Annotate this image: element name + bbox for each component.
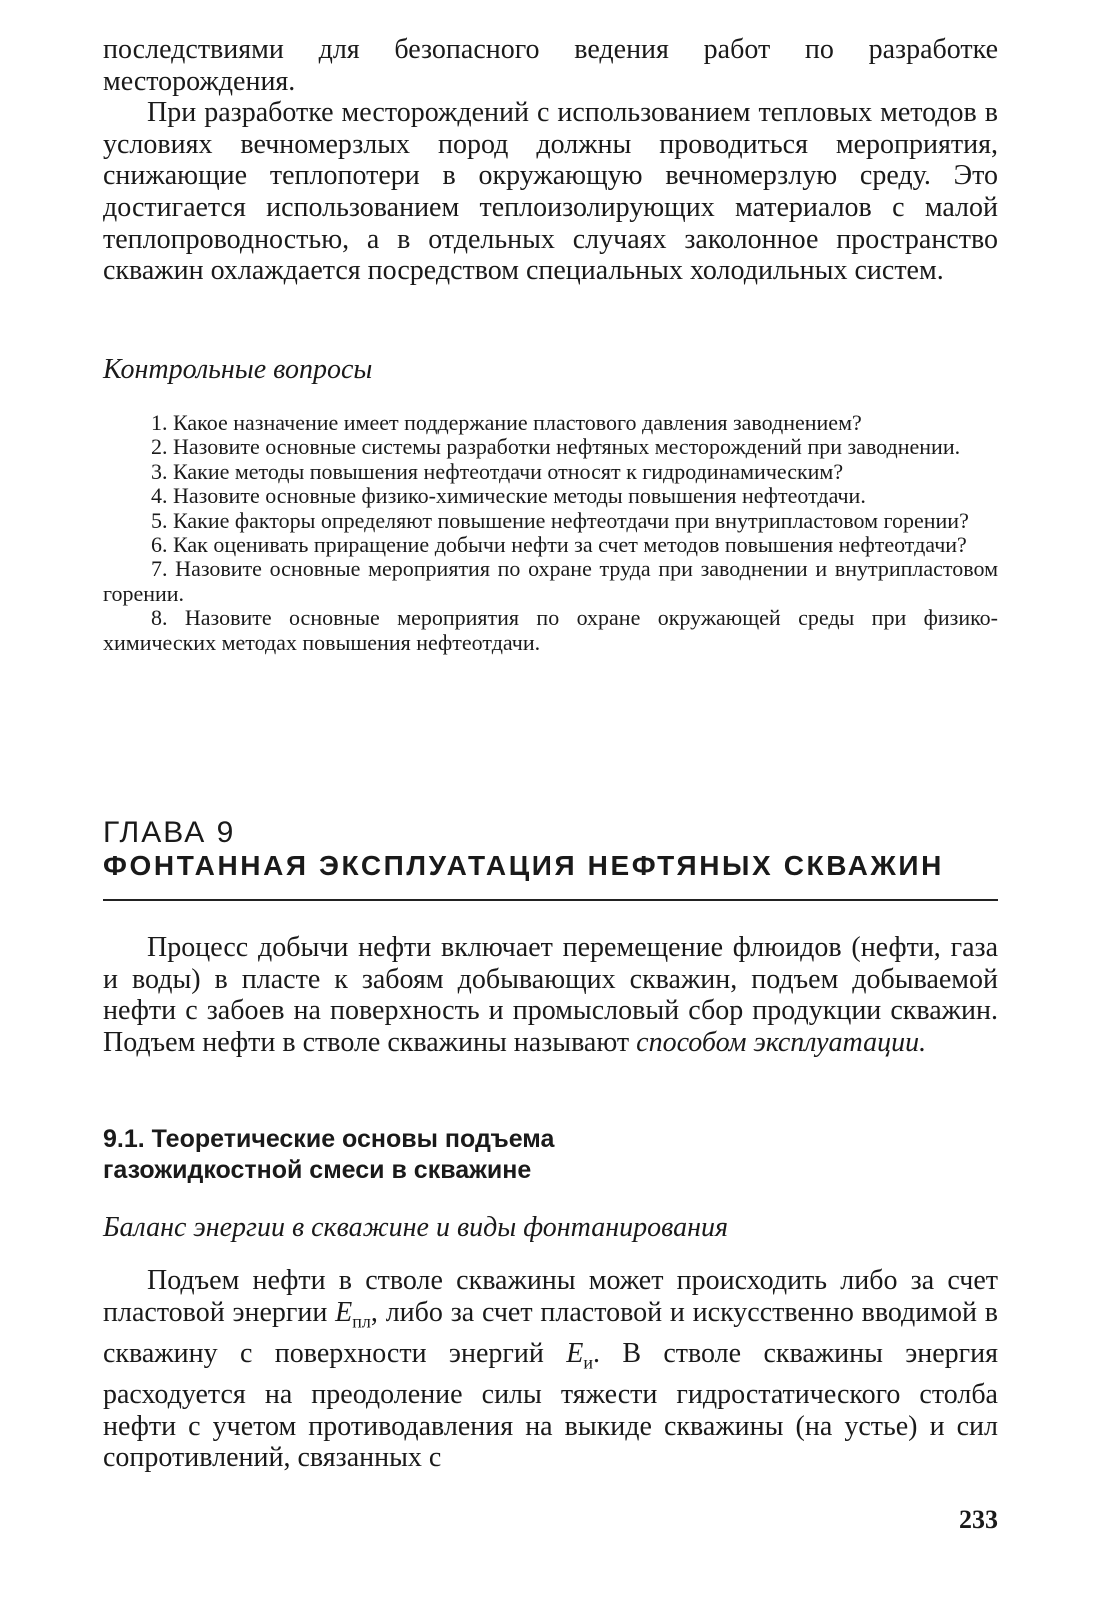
chapter-number: ГЛАВА 9 — [103, 816, 236, 849]
question-item: 5. Какие факторы определяют повышение нефтеотдачи при внутрипластовом горении? — [151, 507, 969, 533]
energy-text-3: . В стволе скважины энергия расходуется на преодоление силы тяжести гидростатического столба нефти с учетом противодавления на выкиде скважины (на устье) и сил сопротивлений, связанных с — [103, 1337, 999, 1474]
section-title — [103, 1124, 998, 1155]
symbol-e-pl — [335, 1296, 371, 1332]
question-item: 1. Какое назначение имеет поддержание пластового давления заводнением? — [151, 410, 862, 435]
section-heading — [103, 1124, 998, 1186]
subsection-title: Баланс энергии в скважине и виды фонтанирования — [103, 1212, 728, 1243]
paragraph-thermal-methods: При разработке месторождений с использованием тепловых методов в условиях вечномерзлых пород должны проводиться мероприятия, снижающие теплопотери в окружающую вечномерзлую среду. Это достигается использованием теплоизолирующих материалов с малой теплопроводностью, а в отдельных случаях заколонное пространство скважин охлаждается посредством специальных холодильных систем. — [103, 97, 998, 287]
energy-paragraph — [103, 1265, 998, 1474]
question-item: 3. Какие методы повышения нефтеотдачи относят к гидродинамическим? — [151, 458, 844, 484]
symbol-e: E — [335, 1296, 353, 1328]
control-questions-heading — [103, 354, 998, 386]
chapter-title: ФОНТАННАЯ ЭКСПЛУАТАЦИЯ НЕФТЯНЫХ СКВАЖИН — [103, 850, 944, 881]
control-questions-title: Контрольные вопросы — [103, 354, 373, 385]
question-list — [103, 411, 998, 655]
subsection-heading — [103, 1212, 998, 1244]
question-item: 4. Назовите основные физико-химические методы повышения нефтеотдачи. — [151, 483, 866, 509]
question-item: 7. Назовите основные мероприятия по охране труда при заводнении и внутрипластовом горении. — [103, 556, 998, 606]
question-item: 8. Назовите основные мероприятия по охране окружающей среды при физико-химических методах повышения нефтеотдачи. — [103, 605, 998, 655]
energy-text-2: , либо за счет пластовой и искусственно вводимой в скважину с поверхности энергий — [103, 1296, 999, 1369]
question-item: 2. Назовите основные системы разработки нефтяных месторождений при заводнении. — [151, 434, 961, 460]
page-number: 233 — [959, 1505, 998, 1534]
top-text — [103, 34, 998, 287]
chapter-intro — [103, 932, 998, 1058]
symbol-e: E — [566, 1337, 584, 1369]
control-questions — [103, 411, 998, 655]
energy-paragraph-block — [103, 1265, 998, 1474]
section-number: 9.1. — [103, 1125, 145, 1153]
chapter-intro-text: Процесс добычи нефти включает перемещение флюидов (нефти, газа и воды) в пласте к забоям добывающих скважин, подъем добываемой нефти с забоев на поверхность и промысловый сбор продукции скважин. Подъем нефти в стволе скважины называют — [103, 932, 998, 1058]
symbol-e-i — [566, 1337, 593, 1373]
chapter-heading — [103, 816, 998, 882]
subscript-pl: пл — [352, 1311, 371, 1332]
paragraph-continuation: последствиями для безопасного ведения работ по разработке месторождения. — [103, 34, 998, 97]
section-title-line1: Теоретические основы подъема — [151, 1125, 555, 1153]
energy-text-1: Подъем нефти в стволе скважины может происходить либо за счет пластовой энергии — [103, 1265, 998, 1328]
chapter-intro-emphasis: способом эксплуатации. — [636, 1026, 927, 1058]
subscript-i: и — [583, 1352, 593, 1373]
question-item: 6. Как оценивать приращение добычи нефти за счет методов повышения нефтеотдачи? — [151, 532, 967, 558]
section-title-line2: газожидкостной смеси в скважине — [103, 1156, 532, 1184]
chapter-intro-paragraph — [103, 932, 998, 1058]
chapter-rule — [103, 899, 998, 901]
